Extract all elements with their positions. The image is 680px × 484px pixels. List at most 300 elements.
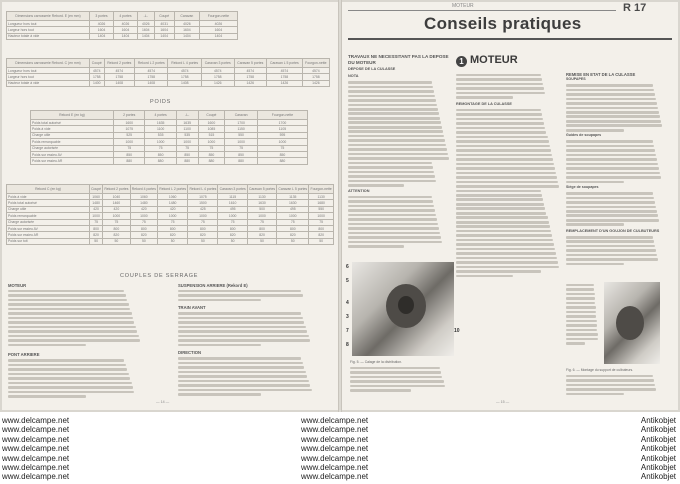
text-line <box>456 109 541 112</box>
column-header: Coupé <box>154 12 174 21</box>
row-label: Poids sur essieu AV <box>7 225 90 231</box>
text-line <box>178 330 307 333</box>
row-label: Charge utile <box>31 132 114 138</box>
text-line <box>178 375 307 378</box>
text-line <box>348 166 433 169</box>
row-label: Hauteur totale à vide <box>7 33 90 39</box>
text-line <box>8 359 124 362</box>
table-cell: 1758 <box>234 74 267 80</box>
train-avant-heading: TRAIN AVANT <box>178 305 206 311</box>
text-line <box>348 95 435 98</box>
weights-table-rekord-e <box>30 110 308 165</box>
text-column-3 <box>566 72 672 267</box>
table-corner-cell: Rekord C (en kg) <box>7 185 90 194</box>
watermark-right: Antikobjet <box>640 434 676 444</box>
moteur-heading: MOTEUR <box>8 283 27 288</box>
table-cell: 1480 <box>130 200 157 206</box>
column-header: Fourgon-nette <box>309 185 334 194</box>
table-cell: 420 <box>158 206 188 212</box>
table-cell: 800 <box>277 225 309 231</box>
watermark-left: www.delcampe.net <box>2 434 70 444</box>
dimensions-table-rekord-e <box>6 11 238 40</box>
text-line <box>8 339 140 342</box>
table-cell: 1604 <box>154 27 174 33</box>
text-line <box>566 115 660 118</box>
text-line <box>348 196 432 199</box>
text-line <box>456 216 548 219</box>
text-line <box>456 74 541 77</box>
text-line <box>348 157 449 160</box>
table-cell: 850 <box>198 151 225 157</box>
text-line <box>456 122 544 125</box>
table-cell: 1000 <box>277 213 309 219</box>
text-line <box>566 129 624 132</box>
text-line <box>8 317 133 320</box>
table-cell: 1604 <box>90 27 114 33</box>
table-cell: 550 <box>225 132 258 138</box>
table-cell: 1404 <box>174 33 199 39</box>
text-line <box>566 201 655 204</box>
text-line <box>566 315 596 318</box>
c1-text <box>348 81 450 187</box>
table-cell: 1700 <box>257 120 307 126</box>
text-line <box>178 357 301 360</box>
section-title: MOTEUR <box>470 54 518 66</box>
text-line <box>566 306 596 309</box>
text-line <box>456 230 551 233</box>
table-cell: 850 <box>145 151 176 157</box>
text-line <box>348 135 444 138</box>
table-cell: 1408 <box>168 80 201 86</box>
watermark-left: www.delcampe.net <box>2 472 70 482</box>
text-line <box>566 324 597 327</box>
text-line <box>8 326 136 329</box>
table-cell: 1758 <box>90 74 105 80</box>
text-line <box>456 221 549 224</box>
c1-attention: ATTENTION <box>348 188 370 193</box>
left-page-number: — 14 — <box>156 400 170 404</box>
column-header: -L- <box>137 12 154 21</box>
text-line <box>566 320 597 323</box>
table-cell: 1460 <box>103 200 130 206</box>
table-cell: 50 <box>130 238 157 244</box>
text-line <box>178 380 309 383</box>
column-header: 2 portes <box>114 111 145 120</box>
text-line <box>566 240 654 243</box>
text-line <box>566 338 598 341</box>
table-cell: 500 <box>247 206 276 212</box>
table-cell: 1604 <box>199 27 237 33</box>
text-line <box>348 153 448 156</box>
text-line <box>348 90 434 93</box>
right-page-number: — 15 — <box>496 400 510 404</box>
text-line <box>348 209 435 212</box>
text-line <box>566 245 655 248</box>
table-cell: 800 <box>309 225 334 231</box>
table-cell: 1758 <box>201 74 234 80</box>
table-cell: 535 <box>145 132 176 138</box>
table-cell: 525 <box>114 132 145 138</box>
text-line <box>566 107 658 110</box>
text-line <box>566 163 658 166</box>
table-cell: 1758 <box>267 74 303 80</box>
c3-text-3 <box>566 192 672 226</box>
text-line <box>456 92 545 95</box>
text-line <box>566 206 656 209</box>
text-line <box>566 102 657 105</box>
figure-callout-number: 3 <box>346 314 349 320</box>
text-line <box>456 194 542 197</box>
text-line <box>8 290 124 293</box>
table-cell: 1404 <box>137 33 154 39</box>
text-line <box>178 339 310 342</box>
text-line <box>456 234 552 237</box>
table-cell: 4574 <box>90 68 105 74</box>
text-line <box>456 145 550 148</box>
text-line <box>8 344 86 347</box>
text-line <box>8 294 126 297</box>
text-line <box>348 236 441 239</box>
row-label: Charge utile <box>7 206 90 212</box>
watermark-right: Antikobjet <box>640 453 676 463</box>
row-label: Poids sur toit <box>7 238 90 244</box>
text-line <box>456 190 541 193</box>
figure-5-caption-text <box>350 365 460 394</box>
table-cell: 1000 <box>309 213 334 219</box>
text-line <box>348 121 441 124</box>
section-number-badge: 1 <box>456 56 467 67</box>
table-corner-cell: Dimensions carrosserie Rebord. E (en mm) <box>7 12 90 21</box>
row-label: Charge autorisée <box>7 219 90 225</box>
magazine-badge: R 17 <box>623 2 647 14</box>
text-line <box>456 113 542 116</box>
column-header: Rekord 2 portes <box>104 59 134 68</box>
table-cell: 1000 <box>218 213 247 219</box>
text-line <box>456 185 559 188</box>
table-cell: 1000 <box>257 139 307 145</box>
text-line <box>566 84 653 87</box>
text-line <box>348 126 442 129</box>
table-cell: 1000 <box>145 139 176 145</box>
text-line <box>456 257 557 260</box>
text-line <box>350 371 441 374</box>
watermark-center: www.delcampe.net <box>301 444 369 454</box>
table-cell: 880 <box>114 158 145 164</box>
table-cell: 1604 <box>137 27 154 33</box>
row-label: Poids sur essieu AV <box>31 151 114 157</box>
table-cell: 800 <box>103 225 130 231</box>
table-cell: 1000 <box>158 213 188 219</box>
text-line <box>566 311 596 314</box>
column-header: Coupé <box>90 185 103 194</box>
column-header: Rekord 4 portes <box>130 185 157 194</box>
title-underline <box>348 38 672 40</box>
table-cell: 1150 <box>225 126 258 132</box>
column-header: Caravan L 5 portes <box>267 59 303 68</box>
watermark-left: www.delcampe.net <box>2 453 70 463</box>
table-cell: 75 <box>145 145 176 151</box>
table-cell: 1085 <box>198 126 225 132</box>
table-cell: 1060 <box>130 194 157 200</box>
text-line <box>456 243 554 246</box>
text-line <box>456 248 555 251</box>
text-line <box>348 86 433 89</box>
text-line <box>178 389 312 392</box>
train-avant-text <box>178 312 328 346</box>
row-label: Hauteur totale à vide <box>7 80 90 86</box>
table-cell: 1060 <box>158 194 188 200</box>
text-line <box>566 210 657 213</box>
table-cell: 75 <box>218 219 247 225</box>
figure-6-caption: Fig. 6. — Montage du support de culbuteurs. <box>566 368 634 372</box>
c1-subheading: DEPOSE DE LA CULASSE <box>348 67 396 72</box>
table-cell: 75 <box>90 219 103 225</box>
table-cell: 1040 <box>103 194 130 200</box>
left-page <box>2 2 338 410</box>
watermark-left: www.delcampe.net <box>2 416 70 425</box>
table-cell: 1610 <box>218 200 247 206</box>
column-header: Caravan 3 portes <box>201 59 234 68</box>
text-line <box>566 263 624 266</box>
table-row <box>7 238 334 244</box>
table-cell: 820 <box>158 232 188 238</box>
watermark-left: www.delcampe.net <box>2 463 70 472</box>
table-cell: 880 <box>145 158 176 164</box>
text-line <box>350 385 445 388</box>
row-label: Largeur hors tout <box>7 74 90 80</box>
table-cell: 420 <box>103 206 130 212</box>
text-line <box>456 118 543 121</box>
table-row <box>7 80 330 86</box>
table-cell: 4026 <box>174 21 199 27</box>
text-line <box>456 149 551 152</box>
table-cell: 1000 <box>176 139 198 145</box>
text-column-2 <box>456 72 560 279</box>
table-cell: 75 <box>130 219 157 225</box>
text-line <box>178 384 310 387</box>
text-line <box>348 245 404 248</box>
text-line <box>348 108 438 111</box>
text-line <box>8 303 129 306</box>
text-line <box>566 258 658 261</box>
watermark-left: www.delcampe.net <box>2 425 70 435</box>
text-line <box>456 239 553 242</box>
figure-callout-number: 5 <box>346 278 349 284</box>
table-cell: 75 <box>176 145 198 151</box>
table-cell: 1630 <box>247 200 276 206</box>
table-cell: 820 <box>90 232 103 238</box>
text-line <box>456 127 545 130</box>
text-line <box>566 167 659 170</box>
text-line <box>8 364 126 367</box>
text-line <box>8 395 86 398</box>
watermark-right: Antikobjet <box>640 463 676 472</box>
text-line <box>566 388 656 391</box>
c3-text-5 <box>566 282 600 347</box>
text-line <box>456 131 546 134</box>
table-cell: 515 <box>198 132 225 138</box>
table-cell: 800 <box>247 225 276 231</box>
table-cell: 1000 <box>198 139 225 145</box>
figure-6-photo <box>604 282 660 364</box>
table-cell: 1400 <box>90 80 105 86</box>
c2-heading: REMONTAGE DE LA CULASSE <box>456 101 512 106</box>
table-cell: 800 <box>130 225 157 231</box>
table-cell: 50 <box>309 238 334 244</box>
text-line <box>350 389 411 392</box>
table-cell: 4026 <box>90 21 114 27</box>
text-line <box>348 232 440 235</box>
text-line <box>566 284 594 287</box>
text-line <box>456 225 550 228</box>
c2-text <box>456 109 560 278</box>
column-header: Caravan 5 portes <box>234 59 267 68</box>
text-line <box>566 158 657 161</box>
column-header: Coupé <box>90 59 105 68</box>
text-line <box>348 171 434 174</box>
table-cell: 75 <box>158 219 188 225</box>
text-line <box>178 299 261 302</box>
text-line <box>178 371 306 374</box>
table-cell: 75 <box>114 145 145 151</box>
text-line <box>456 172 556 175</box>
text-line <box>8 377 130 380</box>
text-line <box>566 223 624 226</box>
table-cell: 1105 <box>257 126 307 132</box>
table-cell: 420 <box>90 206 103 212</box>
text-line <box>456 158 553 161</box>
table-cell: 1000 <box>130 213 157 219</box>
table-cell: 1000 <box>90 213 103 219</box>
poids-title: POIDS <box>150 99 172 105</box>
row-label: Poids à vide <box>31 126 114 132</box>
table-cell: 1404 <box>113 33 137 39</box>
c3-sub-guides: Guides de soupapes <box>566 133 602 138</box>
row-label: Longueur hors tout <box>7 21 90 27</box>
table-cell: 75 <box>188 219 218 225</box>
table-cell: 550 <box>309 206 334 212</box>
table-cell: 800 <box>158 225 188 231</box>
table-cell: 75 <box>309 219 334 225</box>
suspension-arriere-text <box>178 290 328 302</box>
table-cell: 850 <box>114 151 145 157</box>
text-line <box>348 139 445 142</box>
table-cell: 1426 <box>302 80 329 86</box>
text-line <box>456 275 513 278</box>
engine-pulley-shape <box>398 296 414 314</box>
table-cell: 1635 <box>145 120 176 126</box>
text-line <box>566 192 653 195</box>
table-cell: 1500 <box>188 200 218 206</box>
text-line <box>566 254 657 257</box>
text-line <box>456 270 541 273</box>
row-label: Poids à vide <box>7 194 90 200</box>
table-cell: 1115 <box>218 194 247 200</box>
table-cell: 50 <box>188 238 218 244</box>
text-line <box>456 203 544 206</box>
text-line <box>8 373 129 376</box>
text-line <box>566 98 656 101</box>
table-cell: 1635 <box>176 120 198 126</box>
text-line <box>8 312 132 315</box>
text-line <box>348 81 432 84</box>
text-line <box>566 120 661 123</box>
c1-heading: TRAVAUX NE NECESSITANT PAS LA DEPOSE DU MOTEUR <box>348 54 449 65</box>
column-header: Rekord L 2 portes <box>158 185 188 194</box>
text-line <box>178 326 306 329</box>
table-cell: 880 <box>176 158 198 164</box>
direction-text <box>178 357 328 395</box>
text-line <box>566 333 598 336</box>
table-cell: 4574 <box>234 68 267 74</box>
text-line <box>566 145 654 148</box>
text-line <box>566 181 624 184</box>
row-label: Longueur hors tout <box>7 68 90 74</box>
text-line <box>348 117 440 120</box>
text-line <box>566 214 658 217</box>
table-cell: 1680 <box>309 200 334 206</box>
table-cell: 1404 <box>90 33 114 39</box>
table-cell: 820 <box>188 232 218 238</box>
table-cell: 1700 <box>225 120 258 126</box>
c3-heading: REMISE EN ETAT DE LA CULASSE <box>566 72 636 77</box>
figure-callout-number: 7 <box>346 328 349 334</box>
text-line <box>456 78 542 81</box>
column-header: Caravan L 5 portes <box>277 185 309 194</box>
row-label: Largeur hors tout <box>7 27 90 33</box>
text-line <box>178 366 304 369</box>
table-cell: 850 <box>225 151 258 157</box>
column-header: 4 portes <box>145 111 176 120</box>
table-cell: 4031 <box>154 21 174 27</box>
watermark-right: Antikobjet <box>640 444 676 454</box>
column-header: 4 portes <box>113 12 137 21</box>
text-line <box>566 379 654 382</box>
table-cell: 1600 <box>114 120 145 126</box>
row-label: Poids remorquable <box>7 213 90 219</box>
text-line <box>8 299 127 302</box>
table-cell: 75 <box>198 145 225 151</box>
text-line <box>178 321 304 324</box>
table-cell: 4574 <box>168 68 201 74</box>
table-cell: 800 <box>188 225 218 231</box>
table-cell: 1480 <box>90 200 103 206</box>
table-corner-cell: Rekord E (en kg) <box>31 111 114 120</box>
table-row <box>31 158 308 164</box>
table-cell: 420 <box>130 206 157 212</box>
table-cell: 75 <box>277 219 309 225</box>
text-line <box>456 252 556 255</box>
table-cell: 800 <box>218 225 247 231</box>
text-line <box>348 130 443 133</box>
table-cell: 820 <box>218 232 247 238</box>
table-cell: 1604 <box>113 27 137 33</box>
column-header: Rekord 2 portes <box>103 185 130 194</box>
column-header: -L- <box>176 111 198 120</box>
column-header: Caravan 3 portes <box>218 185 247 194</box>
text-line <box>178 312 301 315</box>
text-line <box>348 175 435 178</box>
pont-arriere-heading: PONT ARRIERE <box>8 352 40 358</box>
text-line <box>566 176 661 179</box>
table-cell: 1000 <box>114 139 145 145</box>
text-line <box>178 393 261 396</box>
table-cell: 1630 <box>277 200 309 206</box>
c1-text-2 <box>348 196 450 248</box>
table-cell: 880 <box>225 158 258 164</box>
figure-callout-number: 4 <box>346 300 349 306</box>
text-line <box>8 321 134 324</box>
